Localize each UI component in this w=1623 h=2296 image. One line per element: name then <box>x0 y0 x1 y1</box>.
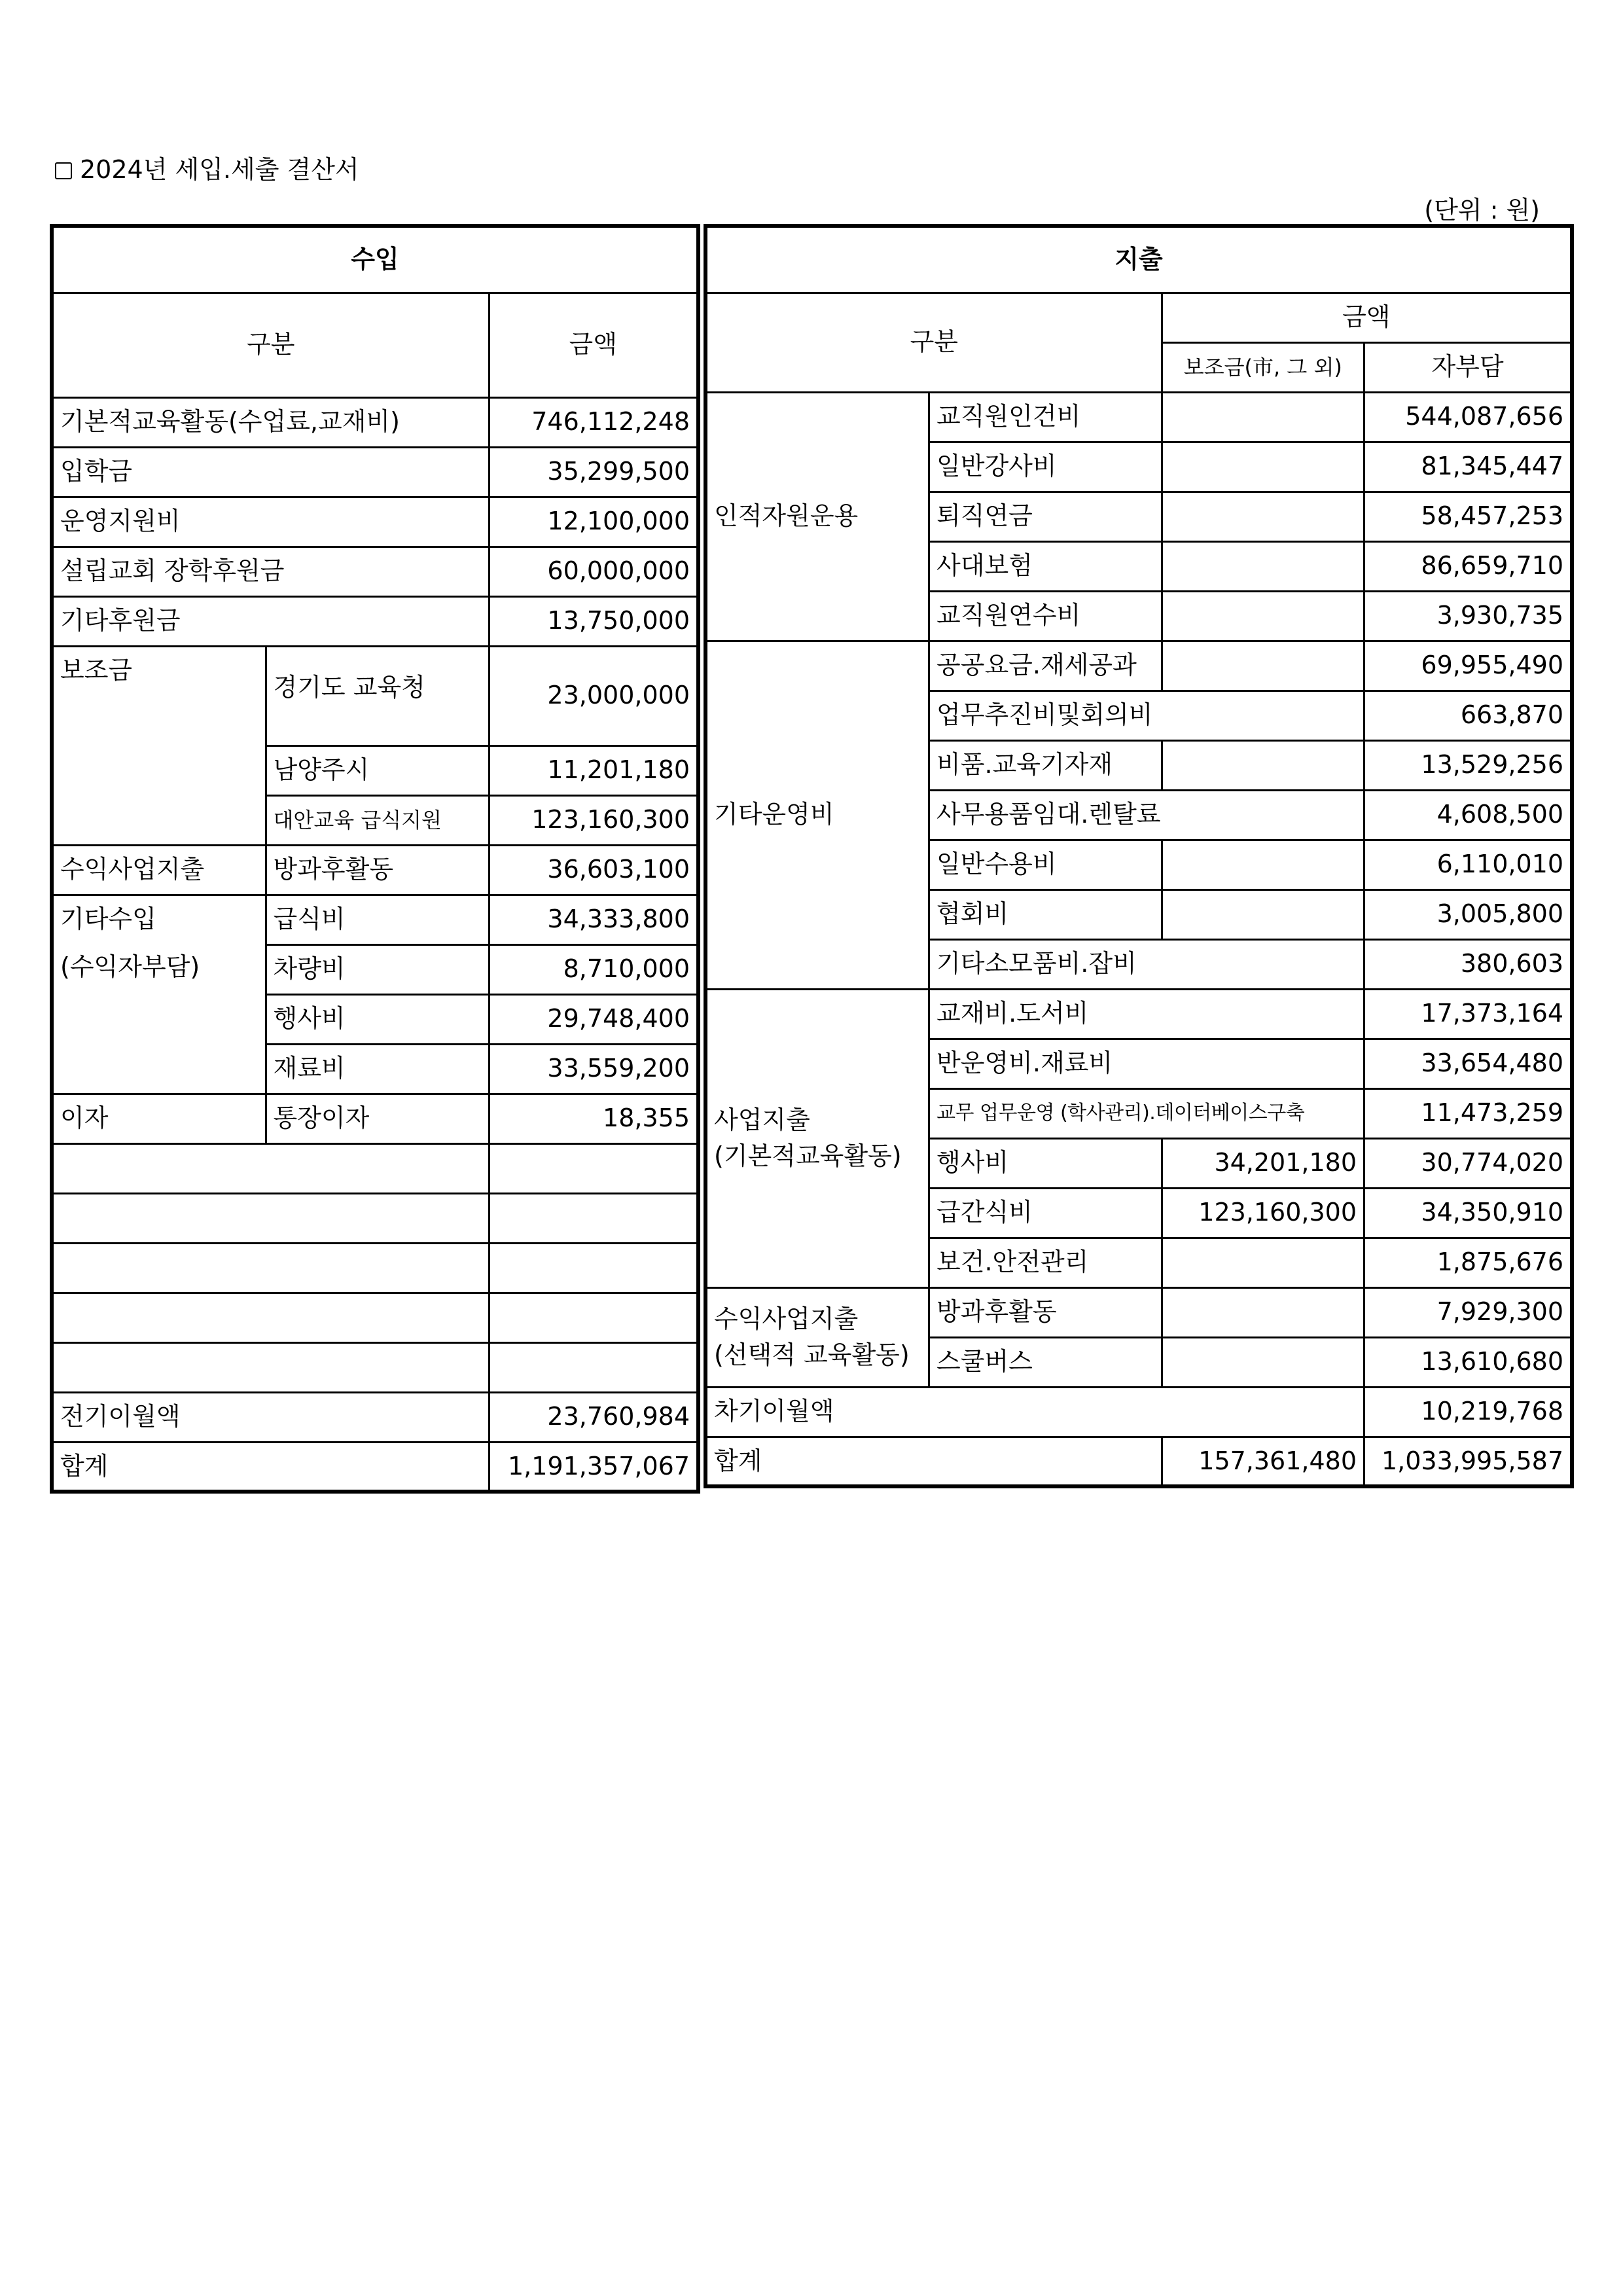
other-income-label-line1: 기타수입 <box>60 904 156 933</box>
expense-self: 81,345,447 <box>1364 442 1572 492</box>
expense-header: 지출 <box>705 226 1572 293</box>
expense-col-category: 구분 <box>705 293 1162 392</box>
expense-self: 69,955,490 <box>1364 641 1572 691</box>
expense-self: 1,875,676 <box>1364 1238 1572 1287</box>
other-income-amount: 33,559,200 <box>489 1044 698 1094</box>
income-amount: 746,112,248 <box>489 397 698 447</box>
table-row <box>52 895 698 944</box>
unit-note: (단위 : 원) <box>1424 196 1540 224</box>
expense-group-label: 기타운영비 <box>705 641 929 989</box>
empty-row <box>52 1143 698 1193</box>
expense-subsidy <box>1162 442 1364 492</box>
table-row <box>52 845 698 895</box>
subsidy-item: 대안교육 급식지원 <box>266 795 489 845</box>
title-text: 2024년 세입.세출 결산서 <box>80 155 359 184</box>
income-carryover-label: 전기이월액 <box>52 1392 489 1442</box>
expense-item: 일반강사비 <box>929 442 1162 492</box>
expense-subsidy <box>1162 591 1364 641</box>
expense-self: 30,774,020 <box>1364 1138 1572 1188</box>
income-amount: 60,000,000 <box>489 547 698 596</box>
income-label: 기타후원금 <box>52 596 489 646</box>
expense-self: 34,350,910 <box>1364 1188 1572 1238</box>
other-income-label-line2: (수익자부담) <box>60 952 200 981</box>
expense-self: 11,473,259 <box>1364 1088 1572 1138</box>
expense-self: 380,603 <box>1364 939 1572 989</box>
expense-subsidy <box>1162 840 1364 889</box>
expense-group-label-line1: 수익사업지출 <box>714 1304 859 1333</box>
table-row <box>52 1094 698 1143</box>
expense-self: 58,457,253 <box>1364 492 1572 541</box>
interest-label: 이자 <box>52 1094 266 1143</box>
interest-item: 통장이자 <box>266 1094 489 1143</box>
expense-subsidy <box>1162 641 1364 691</box>
expense-item: 비품.교육기자재 <box>929 740 1162 790</box>
table-row <box>52 596 698 646</box>
interest-amount: 18,355 <box>489 1094 698 1143</box>
expense-item: 퇴직연금 <box>929 492 1162 541</box>
income-label: 입학금 <box>52 447 489 497</box>
income-table <box>50 224 700 1494</box>
other-income-amount: 29,748,400 <box>489 994 698 1044</box>
table-row <box>52 447 698 497</box>
expense-col-amount: 금액 <box>1162 293 1572 342</box>
expense-subsidy: 123,160,300 <box>1162 1188 1364 1238</box>
income-amount: 35,299,500 <box>489 447 698 497</box>
other-income-amount: 34,333,800 <box>489 895 698 944</box>
expense-total-subsidy: 157,361,480 <box>1162 1437 1364 1486</box>
expense-group-label-line1: 사업지출 <box>714 1105 810 1134</box>
income-label: 기본적교육활동(수업료,교재비) <box>52 397 489 447</box>
income-amount: 12,100,000 <box>489 497 698 547</box>
other-income-item: 차량비 <box>266 944 489 994</box>
expense-group-label-line2: (선택적 교육활동) <box>714 1340 910 1369</box>
profit-project-amount: 36,603,100 <box>489 845 698 895</box>
expense-subsidy <box>1162 1287 1364 1337</box>
expense-group-label <box>705 1287 929 1387</box>
expense-self: 17,373,164 <box>1364 989 1572 1039</box>
expense-col-subsidy: 보조금(市, 그 외) <box>1162 342 1364 392</box>
expense-group-label: 인적자원운용 <box>705 392 929 641</box>
expense-total-label: 합계 <box>705 1437 1162 1486</box>
table-row <box>705 392 1572 442</box>
subsidy-amount: 123,160,300 <box>489 795 698 845</box>
expense-subsidy <box>1162 492 1364 541</box>
expense-item: 급간식비 <box>929 1188 1162 1238</box>
expense-item: 공공요금.재세공과 <box>929 641 1162 691</box>
expense-group-label <box>705 989 929 1287</box>
empty-row <box>52 1342 698 1392</box>
expense-item: 사무용품임대.렌탈료 <box>929 790 1364 840</box>
income-label: 운영지원비 <box>52 497 489 547</box>
table-row <box>52 1442 698 1492</box>
expense-self: 544,087,656 <box>1364 392 1572 442</box>
table-row <box>52 1392 698 1442</box>
document-title <box>55 149 359 185</box>
expense-subsidy <box>1162 541 1364 591</box>
other-income-item: 급식비 <box>266 895 489 944</box>
subsidy-item: 경기도 교육청 <box>266 646 489 745</box>
expense-item: 스쿨버스 <box>929 1337 1162 1387</box>
subsidy-amount: 11,201,180 <box>489 745 698 795</box>
expense-subsidy <box>1162 889 1364 939</box>
expense-subsidy <box>1162 392 1364 442</box>
table-row <box>705 989 1572 1039</box>
table-row <box>52 397 698 447</box>
expense-self: 4,608,500 <box>1364 790 1572 840</box>
expense-self: 7,929,300 <box>1364 1287 1572 1337</box>
income-header: 수입 <box>52 226 698 293</box>
expense-item: 교직원연수비 <box>929 591 1162 641</box>
expense-self: 13,610,680 <box>1364 1337 1572 1387</box>
expense-subsidy <box>1162 1337 1364 1387</box>
empty-row <box>52 1243 698 1293</box>
income-carryover-amount: 23,760,984 <box>489 1392 698 1442</box>
other-income-item: 재료비 <box>266 1044 489 1094</box>
expense-item: 교직원인건비 <box>929 392 1162 442</box>
income-amount: 13,750,000 <box>489 596 698 646</box>
expense-self: 3,005,800 <box>1364 889 1572 939</box>
expense-subsidy: 34,201,180 <box>1162 1138 1364 1188</box>
other-income-item: 행사비 <box>266 994 489 1044</box>
income-total-amount: 1,191,357,067 <box>489 1442 698 1492</box>
table-row <box>52 646 698 745</box>
expense-self: 6,110,010 <box>1364 840 1572 889</box>
table-row <box>705 1437 1572 1486</box>
expense-col-self: 자부담 <box>1364 342 1572 392</box>
expense-self: 33,654,480 <box>1364 1039 1572 1088</box>
subsidy-label: 보조금 <box>52 646 266 845</box>
expense-item: 교무 업무운영 (학사관리).데이터베이스구축 <box>929 1088 1364 1138</box>
expense-carryover-self: 10,219,768 <box>1364 1387 1572 1437</box>
empty-row <box>52 1293 698 1342</box>
subsidy-amount: 23,000,000 <box>489 646 698 745</box>
expense-total-self: 1,033,995,587 <box>1364 1437 1572 1486</box>
table-row <box>52 497 698 547</box>
empty-row <box>52 1193 698 1243</box>
income-col-category: 구분 <box>52 293 489 397</box>
expense-self: 13,529,256 <box>1364 740 1572 790</box>
expense-subsidy <box>1162 740 1364 790</box>
expense-item: 방과후활동 <box>929 1287 1162 1337</box>
other-income-label <box>52 895 266 1094</box>
expense-item: 행사비 <box>929 1138 1162 1188</box>
income-label: 설립교회 장학후원금 <box>52 547 489 596</box>
expense-item: 반운영비.재료비 <box>929 1039 1364 1088</box>
subsidy-item: 남양주시 <box>266 745 489 795</box>
checkbox-bullet-icon <box>55 162 72 179</box>
income-total-label: 합계 <box>52 1442 489 1492</box>
table-row <box>705 641 1572 691</box>
expense-item: 협회비 <box>929 889 1162 939</box>
expense-item: 보건.안전관리 <box>929 1238 1162 1287</box>
expense-item: 일반수용비 <box>929 840 1162 889</box>
expense-item: 교재비.도서비 <box>929 989 1364 1039</box>
expense-carryover-label: 차기이월액 <box>705 1387 1364 1437</box>
expense-item: 기타소모품비.잡비 <box>929 939 1364 989</box>
table-row <box>52 547 698 596</box>
expense-item: 업무추진비및회의비 <box>929 691 1364 740</box>
income-col-amount: 금액 <box>489 293 698 397</box>
table-row <box>705 1387 1572 1437</box>
expense-item: 사대보험 <box>929 541 1162 591</box>
expense-subsidy <box>1162 1238 1364 1287</box>
expense-group-label-line2: (기본적교육활동) <box>714 1141 902 1170</box>
other-income-amount: 8,710,000 <box>489 944 698 994</box>
expense-table <box>704 224 1574 1488</box>
profit-project-item: 방과후활동 <box>266 845 489 895</box>
expense-self: 86,659,710 <box>1364 541 1572 591</box>
expense-self: 663,870 <box>1364 691 1572 740</box>
expense-self: 3,930,735 <box>1364 591 1572 641</box>
profit-project-label: 수익사업지출 <box>52 845 266 895</box>
table-row <box>705 1287 1572 1337</box>
